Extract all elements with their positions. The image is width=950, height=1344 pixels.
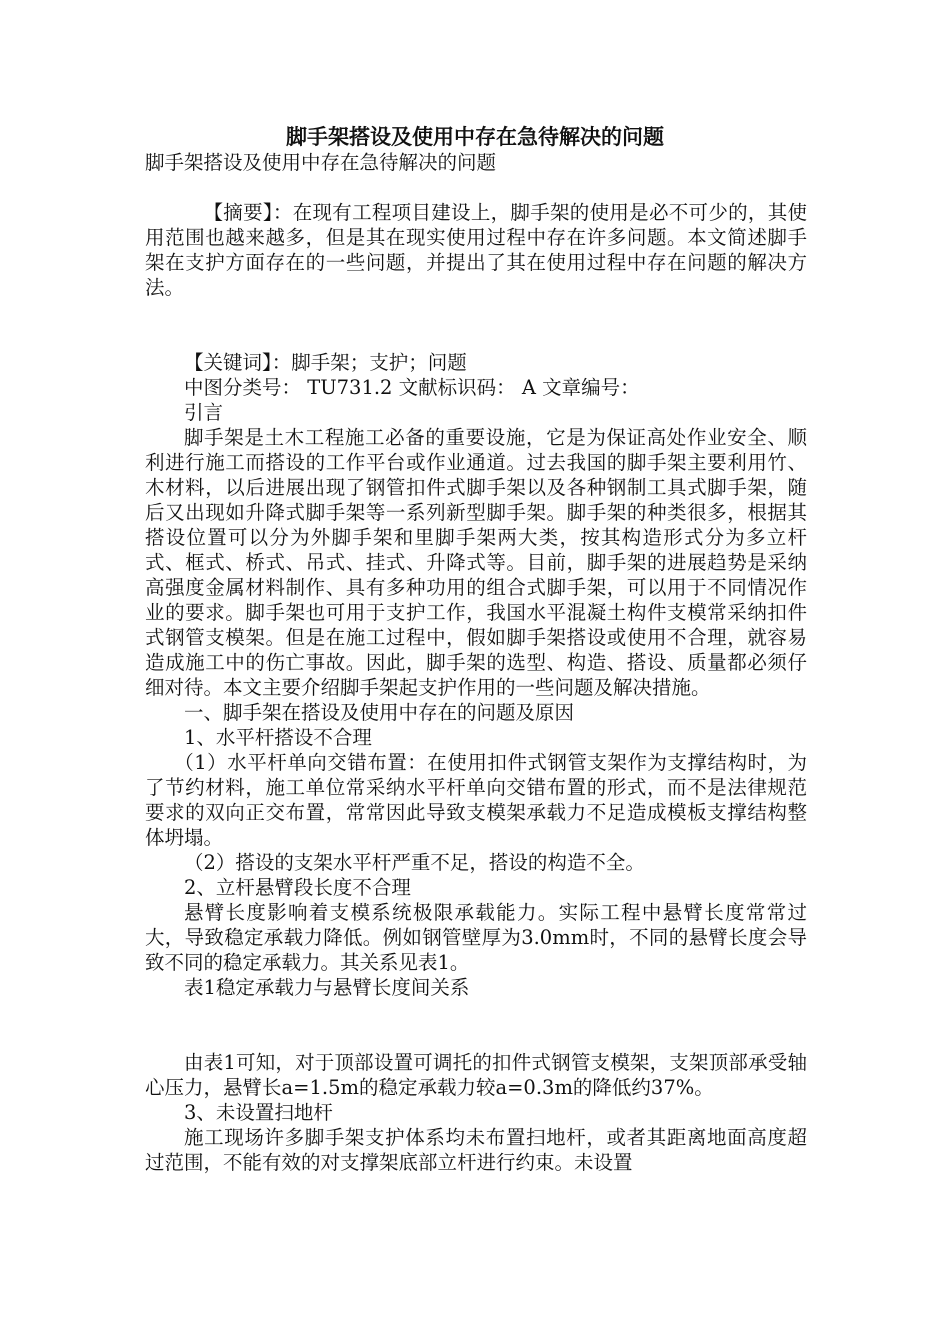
keywords-line: 【关键词】：脚手架；支护；问题 [184, 351, 467, 374]
item-heading: 1、水平杆搭设不合理 [184, 726, 372, 749]
document-subtitle: 脚手架搭设及使用中存在急待解决的问题 [145, 151, 497, 174]
table-caption: 表1稳定承载力与悬臂长度间关系 [184, 976, 470, 999]
document-title: 脚手架搭设及使用中存在急待解决的问题 [286, 125, 664, 149]
item-paragraph: 悬臂长度影响着支模系统极限承载能力。实际工程中悬臂长度常常过大，导致稳定承载力降低。例如钢管壁厚为3.0mm时，不同的悬臂长度会导致不同的稳定承载力。其关系见表1。 [145, 901, 807, 974]
spacer [145, 300, 807, 350]
section-heading: 一、脚手架在搭设及使用中存在的问题及原因 [184, 701, 575, 724]
item-paragraph: （2）搭设的支架水平杆严重不足，搭设的构造不全。 [184, 851, 645, 874]
table-placeholder [145, 1000, 807, 1050]
spacer [145, 175, 807, 200]
intro-heading: 引言 [184, 401, 224, 424]
item-paragraph: 施工现场许多脚手架支护体系均未布置扫地杆，或者其距离地面高度超过范围，不能有效的对支撑架底部立杆进行约束。未设置 [145, 1126, 807, 1174]
classification-line: 中图分类号： TU731.2 文献标识码： A 文章编号： [184, 376, 640, 399]
item-heading: 2、立杆悬臂段长度不合理 [184, 876, 411, 899]
document-body [145, 150, 807, 1175]
abstract-paragraph: 【摘要】：在现有工程项目建设上，脚手架的使用是必不可少的，其使用范围也越来越多，但是其在现实使用过程中存在许多问题。本文简述脚手架在支护方面存在的一些问题，并提出了其在使用过程中存在问题的解决方法。 [145, 201, 807, 299]
item-paragraph: 由表1可知，对于顶部设置可调托的扣件式钢管支模架，支架顶部承受轴心压力，悬臂长a=1.5m的稳定承载力较a=0.3m的降低约37%。 [145, 1051, 807, 1099]
intro-paragraph: 脚手架是土木工程施工必备的重要设施，它是为保证高处作业安全、顺利进行施工而搭设的工作平台或作业通道。过去我国的脚手架主要利用竹、木材料，以后进展出现了钢管扣件式脚手架以及各种钢制工具式脚手架，随后又出现如升降式脚手架等一系列新型脚手架。脚手架的种类很多，根据其搭设位置可以分为外脚手架和里脚手架两大类，按其构造形式分为多立杆式、框式、桥式、吊式、挂式、升降式等。目前，脚手架的进展趋势是采纳高强度金属材料制作、具有多种功用的组合式脚手架，可以用于不同情况作业的要求。脚手架也可用于支护工作，我国水平混凝土构件支模常采纳扣件式钢管支模架。但是在施工过程中，假如脚手架搭设或使用不合理，就容易造成施工中的伤亡事故。因此，脚手架的选型、构造、搭设、质量都必须仔细对待。本文主要介绍脚手架起支护作用的一些问题及解决措施。 [145, 426, 807, 699]
item-paragraph: （1）水平杆单向交错布置：在使用扣件式钢管支架作为支撑结构时，为了节约材料，施工单位常采纳水平杆单向交错布置的形式，而不是法律规范要求的双向正交布置，常常因此导致支模架承载力不足造成模板支撑结构整体坍塌。 [145, 751, 807, 849]
item-heading: 3、未设置扫地杆 [184, 1101, 333, 1124]
